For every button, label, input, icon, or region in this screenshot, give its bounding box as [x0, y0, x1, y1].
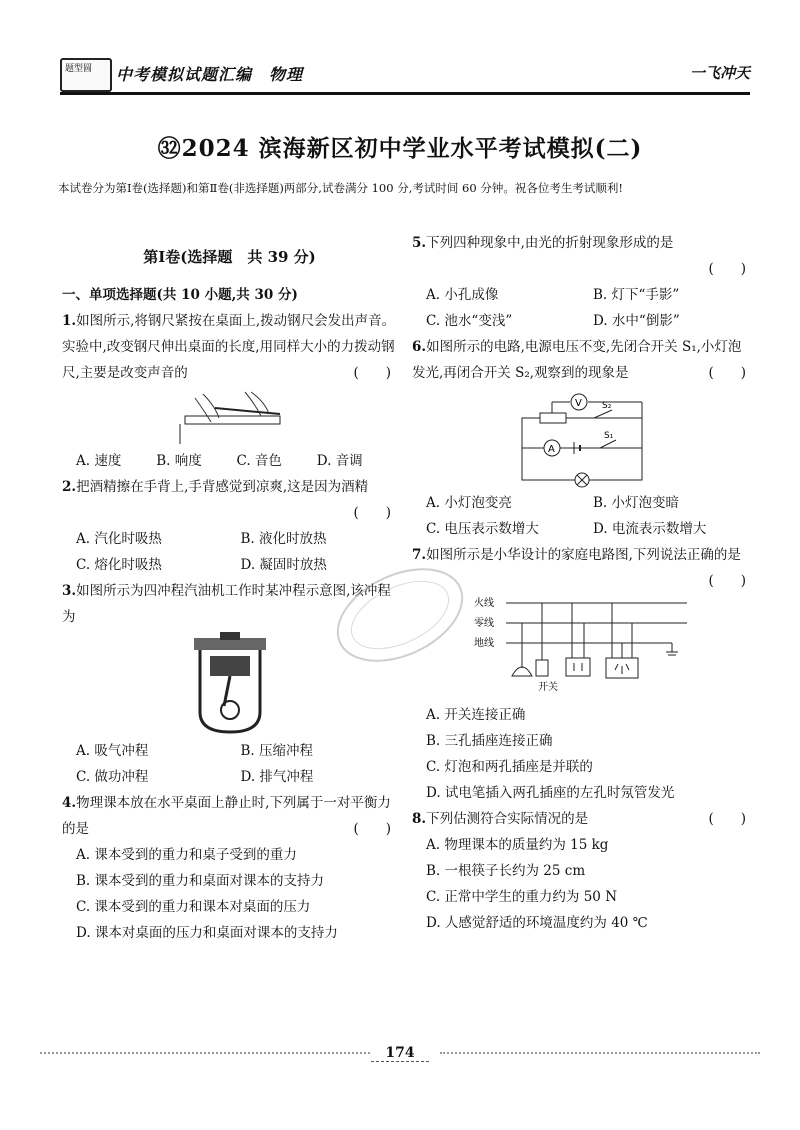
- option-c[interactable]: C. 音色: [236, 453, 282, 469]
- page-header: [60, 56, 750, 90]
- option-a[interactable]: A. 小灯泡变亮: [426, 495, 512, 511]
- question-stem: 如图所示为四冲程汽油机工作时某冲程示意图,该冲程为: [62, 583, 391, 625]
- answer-parens: ( ): [353, 505, 391, 521]
- voltmeter-label: V: [575, 398, 582, 409]
- option-a[interactable]: A. 吸气冲程: [76, 743, 149, 759]
- option-b[interactable]: B. 压缩冲程: [240, 743, 314, 759]
- part-heading: 第Ⅰ卷(选择题 共 39 分): [143, 248, 316, 266]
- question-8: [412, 806, 752, 936]
- options: [62, 738, 397, 790]
- option-a[interactable]: A. 速度: [76, 453, 122, 469]
- option-b[interactable]: B. 响度: [156, 453, 202, 469]
- options: [62, 448, 397, 474]
- answer-parens: ( ): [708, 811, 746, 827]
- page-footer: [0, 1042, 800, 1062]
- option-a[interactable]: A. 小孔成像: [426, 287, 499, 303]
- question-stem: 下列估测符合实际情况的是: [426, 811, 589, 827]
- option-d[interactable]: D. 凝固时放热: [240, 557, 327, 573]
- question-stem: 如图所示,将钢尺紧按在桌面上,拨动钢尺会发出声音。实验中,改变钢尺伸出桌面的长度,用同样大小的力拨动钢尺,主要是改变声音的: [62, 313, 396, 381]
- option-d[interactable]: D. 试电笔插入两孔插座的左孔时氖管发光: [426, 785, 675, 801]
- question-4: [62, 790, 397, 946]
- question-number: 4.: [62, 795, 77, 811]
- option-c[interactable]: C. 池水“变浅”: [426, 313, 513, 329]
- question-5: [412, 230, 752, 334]
- question-number: 7.: [412, 547, 427, 563]
- option-b[interactable]: B. 三孔插座连接正确: [426, 733, 553, 749]
- option-c[interactable]: C. 课本受到的重力和课本对桌面的压力: [76, 899, 311, 915]
- exam-title: ㉜2024 滨海新区初中学业水平考试模拟(二): [157, 135, 643, 162]
- header-rule: [60, 92, 750, 95]
- neutral-wire-label: 零线: [474, 618, 494, 629]
- option-b[interactable]: B. 小灯泡变暗: [593, 495, 680, 511]
- page-number: 174: [371, 1045, 428, 1062]
- series-logo: [60, 58, 112, 92]
- ammeter-label: A: [548, 444, 555, 455]
- options: [412, 702, 752, 806]
- answer-parens: ( ): [708, 365, 746, 381]
- option-a[interactable]: A. 开关连接正确: [426, 707, 526, 723]
- answer-parens: ( ): [353, 821, 391, 837]
- option-c[interactable]: C. 正常中学生的重力约为 50 N: [426, 889, 618, 905]
- exam-intro: 本试卷分为第Ⅰ卷(选择题)和第Ⅱ卷(非选择题)两部分,试卷满分 100 分,考试时间 60 分钟。祝各位考生考试顺利!: [58, 181, 623, 195]
- option-b[interactable]: B. 灯下“手影”: [593, 287, 680, 303]
- question-number: 2.: [62, 479, 77, 495]
- question-number: 8.: [412, 811, 427, 827]
- logo-text: 题型圆: [65, 64, 93, 74]
- option-d[interactable]: D. 人感觉舒适的环境温度约为 40 ℃: [426, 915, 648, 931]
- question-stem: 把酒精擦在手背上,手背感觉到凉爽,这是因为酒精: [76, 479, 369, 495]
- question-number: 1.: [62, 313, 77, 329]
- option-a[interactable]: A. 课本受到的重力和桌子受到的重力: [76, 847, 297, 863]
- live-wire-label: 火线: [474, 598, 494, 609]
- option-b[interactable]: B. 液化时放热: [240, 531, 327, 547]
- watermark-stamp: [330, 560, 470, 670]
- ruler-figure: [175, 388, 285, 446]
- option-c[interactable]: C. 灯泡和两孔插座是并联的: [426, 759, 593, 775]
- section-heading: 一、单项选择题(共 10 小题,共 30 分): [62, 287, 298, 303]
- option-d[interactable]: D. 音调: [316, 453, 363, 469]
- ground-wire-label: 地线: [474, 638, 494, 649]
- option-c[interactable]: C. 做功冲程: [76, 769, 149, 785]
- options: [412, 490, 752, 542]
- circuit-figure: [512, 388, 652, 488]
- answer-parens: ( ): [708, 261, 746, 277]
- option-d[interactable]: D. 课本对桌面的压力和桌面对课本的支持力: [76, 925, 338, 941]
- question-stem: 下列四种现象中,由光的折射现象形成的是: [426, 235, 674, 251]
- question-1: [62, 308, 397, 474]
- question-number: 3.: [62, 583, 77, 599]
- question-number: 5.: [412, 235, 427, 251]
- question-stem: 物理课本放在水平桌面上静止时,下列属于一对平衡力的是: [62, 795, 391, 837]
- option-d[interactable]: D. 排气冲程: [240, 769, 314, 785]
- options: [412, 832, 752, 936]
- answer-parens: ( ): [708, 573, 746, 589]
- option-c[interactable]: C. 电压表示数增大: [426, 521, 539, 537]
- options: [412, 282, 752, 334]
- series-title: 中考模拟试题汇编 物理: [116, 65, 304, 84]
- question-number: 6.: [412, 339, 427, 355]
- option-c[interactable]: C. 熔化时吸热: [76, 557, 162, 573]
- brand-name: 一飞冲天: [689, 64, 750, 82]
- question-stem: 如图所示是小华设计的家庭电路图,下列说法正确的是: [426, 547, 741, 563]
- question-6: [412, 334, 752, 542]
- options: [62, 842, 397, 946]
- switch-label: 开关: [538, 682, 558, 693]
- question-stem: 如图所示的电路,电源电压不变,先闭合开关 S₁,小灯泡发光,再闭合开关 S₂,观察到的现象是: [412, 339, 742, 381]
- option-a[interactable]: A. 汽化时吸热: [76, 531, 162, 547]
- s2-label: S₂: [602, 401, 612, 411]
- option-b[interactable]: B. 一根筷子长约为 25 cm: [426, 863, 586, 879]
- s1-label: S₁: [604, 431, 614, 441]
- household-circuit-figure: [472, 594, 692, 700]
- answer-parens: ( ): [353, 365, 391, 381]
- engine-figure: [190, 632, 270, 736]
- option-a[interactable]: A. 物理课本的质量约为 15 kg: [426, 837, 609, 853]
- option-d[interactable]: D. 水中“倒影”: [593, 313, 680, 329]
- option-b[interactable]: B. 课本受到的重力和桌面对课本的支持力: [76, 873, 325, 889]
- option-d[interactable]: D. 电流表示数增大: [593, 521, 707, 537]
